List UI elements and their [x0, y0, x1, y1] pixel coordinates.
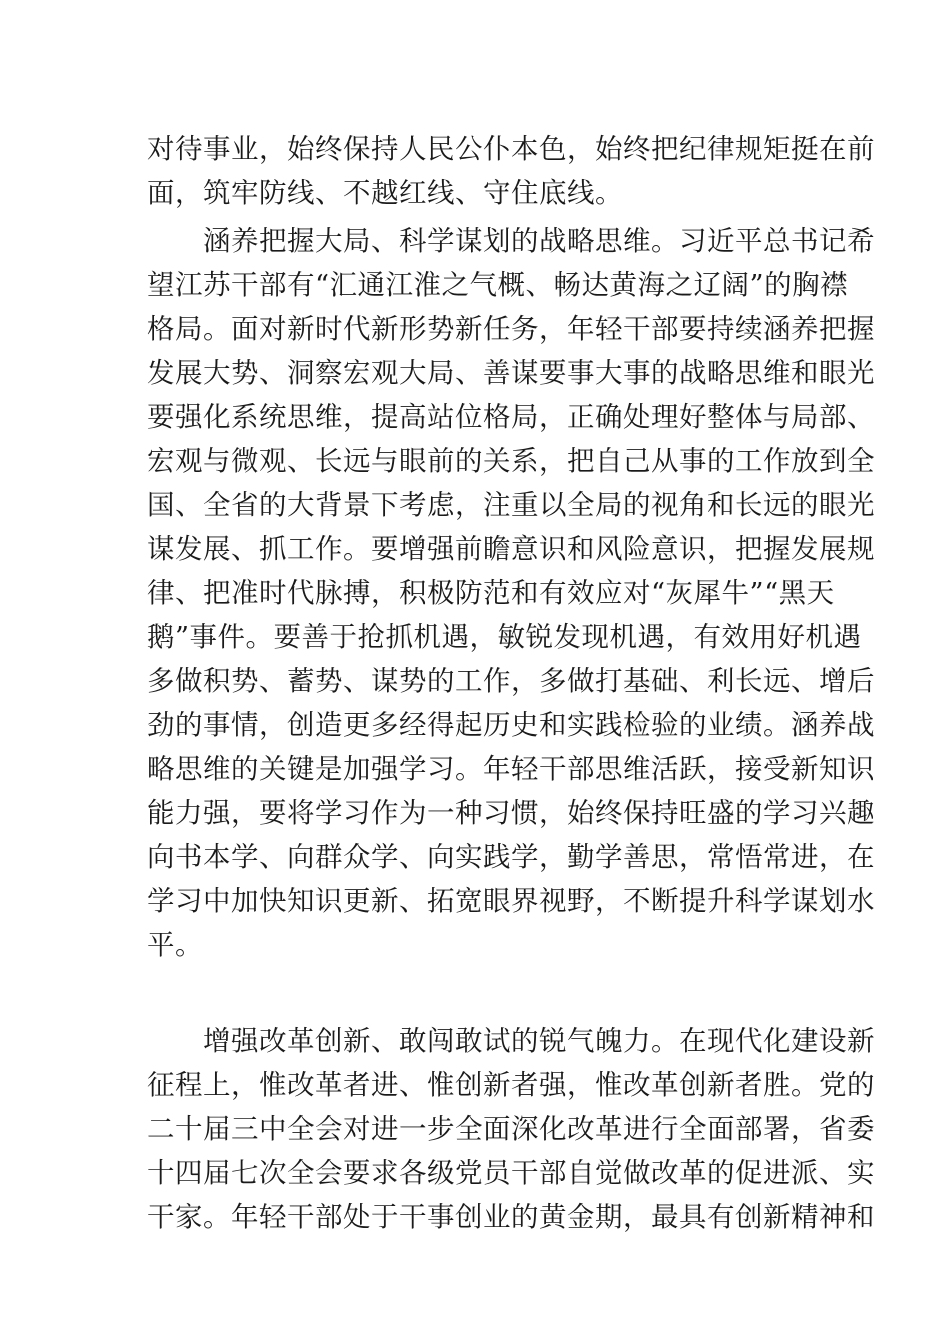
text-line: 征程上，惟改革者进、惟创新者强，惟改革创新者胜。党的	[147, 1069, 875, 1101]
text-line: 略思维的关键是加强学习。年轻干部思维活跃，接受新知识	[147, 753, 875, 785]
text-line: 鹅”事件。要善于抢抓机遇，敏锐发现机遇，有效用好机遇	[147, 621, 862, 653]
text-line: 发展大势、洞察宏观大局、善谋要事大事的战略思维和眼光	[147, 357, 875, 389]
text-line: 二十届三中全会对进一步全面深化改革进行全面部署，省委	[147, 1113, 875, 1145]
text-line: 谋发展、抓工作。要增强前瞻意识和风险意识，把握发展规	[147, 533, 875, 565]
text-line: 宏观与微观、长远与眼前的关系，把自己从事的工作放到全	[147, 445, 875, 477]
text-line: 干家。年轻干部处于干事创业的黄金期，最具有创新精神和	[147, 1201, 875, 1233]
text-line: 平。	[147, 929, 203, 961]
paragraph-first-line: 涵养把握大局、科学谋划的战略思维。习近平总书记希	[203, 225, 875, 257]
text-line: 格局。面对新时代新形势新任务，年轻干部要持续涵养把握	[147, 313, 875, 345]
text-line: 学习中加快知识更新、拓宽眼界视野，不断提升科学谋划水	[147, 885, 875, 917]
text-line: 十四届七次全会要求各级党员干部自觉做改革的促进派、实	[147, 1157, 875, 1189]
text-line: 要强化系统思维，提高站位格局，正确处理好整体与局部、	[147, 401, 875, 433]
text-line: 多做积势、蓄势、谋势的工作，多做打基础、利长远、增后	[147, 665, 875, 697]
text-line: 面，筑牢防线、不越红线、守住底线。	[147, 177, 623, 209]
text-line: 望江苏干部有“汇通江淮之气概、畅达黄海之辽阔”的胸襟	[147, 269, 849, 301]
text-line: 对待事业，始终保持人民公仆本色，始终把纪律规矩挺在前	[147, 133, 875, 165]
text-line: 劲的事情，创造更多经得起历史和实践检验的业绩。涵养战	[147, 709, 875, 741]
paragraph-first-line: 增强改革创新、敢闯敢试的锐气魄力。在现代化建设新	[203, 1025, 875, 1057]
text-line: 国、全省的大背景下考虑，注重以全局的视角和长远的眼光	[147, 489, 875, 521]
text-line: 能力强，要将学习作为一种习惯，始终保持旺盛的学习兴趣	[147, 797, 875, 829]
text-line: 向书本学、向群众学、向实践学，勤学善思，常悟常进，在	[147, 841, 875, 873]
text-line: 律、把准时代脉搏，积极防范和有效应对“灰犀牛”“黑天	[147, 577, 835, 609]
